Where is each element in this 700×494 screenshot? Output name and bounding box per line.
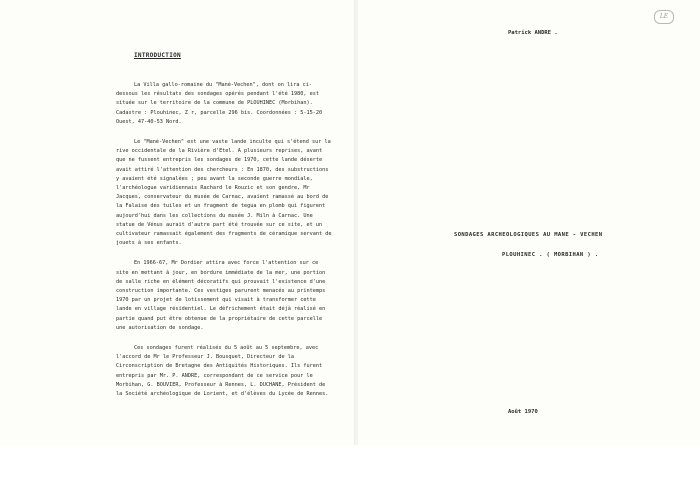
paragraph-2: Le "Mané-Vechen" est une vaste lande incultе qui s'étend sur la rive occidentale de la Rivière d'Etel. A plusieurs reprises, avant que ne fussent entrepris les sondages de 1970, cette lande déserte avait attiré l'attention des chercheurs : En 1870, des substructions y avaient été signalées ; peu avant la seconde guerre mondiale, l'archéologue varidiennais Rachard le Rouzic et son gendre, Mr Jacques, conservateur du musée de Carnac, avaient ramassé au bord de la Falaise des tuiles et un fragment de tegua en plomb qui figurent aujourd'hui dans les collections du musée J. Miln à Carnac. Une statue de Vénus aurait d'autre part été trouvée sur ce site, et un cultivateur ramassait également des fragments de céramique servant de jouets à ses enfants. [116, 139, 332, 247]
introduction-heading: INTRODUCTION [134, 52, 181, 59]
paragraph-3: En 1966-67, Mr Dordier attira avec force l'attention sur ce site en mettant à jour, en bordure immédiate de la mer, une portion de salle riche en élément décoratifs qui prouvait l'existence d'une construction importante. Ces vestiges parurent menacés au printemps 1970 par un projet de lotissement qui visait à transformer cette lande en village résidentiel. Le défrichement était déjà réalisé en partie quand put être obtenue de la propriétaire de cette parcelle une autorisation de sondage. [116, 260, 326, 331]
left-document-page [0, 0, 356, 445]
paragraph-4: Ces sondages furent réalisés du 5 août au 5 septembre, avec l'accord de Mr le Professeur J. Bousquet, Directeur de la Circonscription de Bretagne des Antiquités Historiques. Ils furent entrepris par Mr. P. ANDRE, correspondant de ce service pour le Morbihan, G. BOUVIER, Professeur à Rennes, L. DUCHANE, Président de la Société archéologique de Lorient, et d'élèves du Lycée de Rennes. [116, 345, 329, 398]
handwritten-mark: LE [654, 10, 674, 24]
paragraph-1: La Villa gallo-romaine du "Mané-Vechen", dont on lira ci-dessous les résultats des sondages opérés pendant l'été 1980, est située sur le territoire de la commune de PLOUHINEC (Morbihan). Cadastre : Plouhinec, Z r, parcelle 296 bis. Coordonnées : 5-15-20 Ouest, 47-40-53 Nord. [116, 82, 323, 125]
right-title-page [358, 0, 700, 445]
author-name: Patrick ANDRE . [508, 30, 558, 36]
report-date: Août 1970 [508, 409, 538, 415]
report-location: PLOUHINEC . ( MORBIHAN ) . [502, 252, 599, 258]
report-title: SONDAGES ARCHEOLOGIQUES AU MANE - VECHEN [454, 232, 603, 238]
